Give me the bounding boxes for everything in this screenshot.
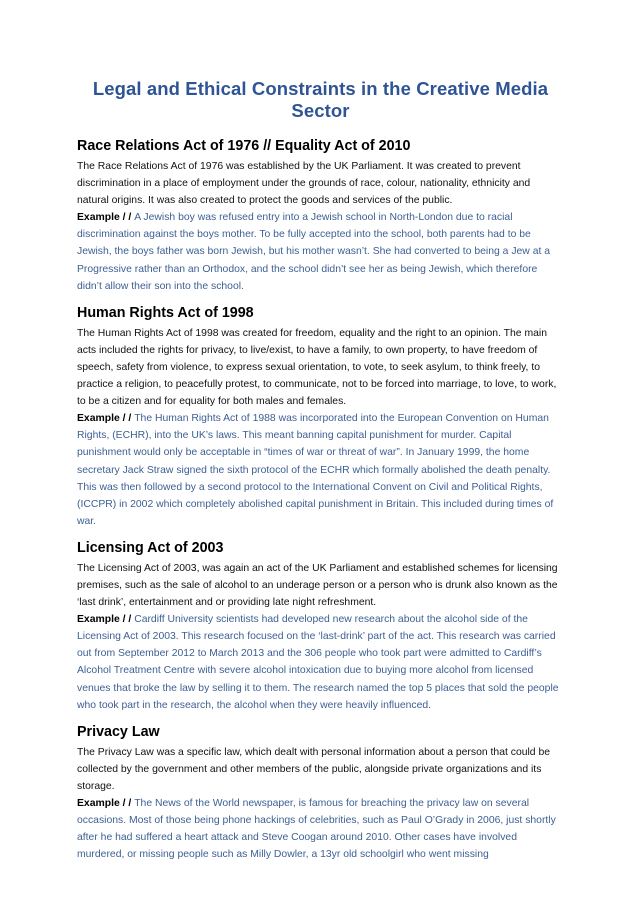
example-text: The Human Rights Act of 1988 was incorporated into the European Convention on Human Rights, (ECHR), into the UK’s laws. This meant banning capital punishment for murder. Capital punishment would only be acceptable in “times of war or threat of war”. In January 1999, the home secretary Jack Straw signed the sixth protocol of the ECHR which formally abolished the death penalty. This was then followed by a second protocol to the International Convent on Civil and Political Rights, (ICCPR) in 2002 which completely abolished capital punishment in Britain. This included during times of war. bbox=[77, 413, 554, 527]
section-human-rights bbox=[77, 303, 564, 530]
example-text: A Jewish boy was refused entry into a Jewish school in North-London due to racial discrimination against the boys mother. To be fully accepted into the school, both parents had to be Jewish, the boys father was born Jewish, but his mother wasn’t. She had converted to being a Jew at a Progressive rather than an Orthodox, and the school didn’t see her as being Jewish, which therefore didn’t allow their son into the school. bbox=[77, 212, 551, 292]
document-title: Legal and Ethical Constraints in the Creative Media Sector bbox=[92, 78, 549, 121]
example-label: Example / / bbox=[77, 413, 135, 425]
example-paragraph bbox=[77, 795, 564, 863]
example-paragraph bbox=[77, 611, 564, 714]
section-heading: Race Relations Act of 1976 // Equality Act of 2010 bbox=[77, 138, 411, 154]
section-body: The Human Rights Act of 1998 was created for freedom, equality and the right to an opinion. The main acts included the rights for privacy, to live/exist, to have a family, to own property, to have freedom of speech, safety from violence, to express sexual orientation, to vote, to seek asylum, to think freely, to practice a religion, to peacefully protest, to communicate, not to be forced into marriage, to love, to work, to be a citizen and for equality for both males and females. bbox=[77, 327, 557, 408]
section-heading: Human Rights Act of 1998 bbox=[77, 304, 254, 321]
section-race-relations bbox=[77, 136, 564, 295]
section-heading: Licensing Act of 2003 bbox=[77, 539, 224, 556]
section-privacy bbox=[77, 722, 564, 864]
section-heading: Privacy Law bbox=[77, 723, 160, 740]
section-licensing bbox=[77, 538, 564, 714]
section-body: The Privacy Law was a specific law, which dealt with personal information about a person that could be collected by the government and other members of the public, alongside private organizations and its storage. bbox=[77, 746, 551, 792]
example-label: Example / / bbox=[77, 212, 135, 224]
example-paragraph bbox=[77, 410, 564, 530]
section-body: The Licensing Act of 2003, was again an act of the UK Parliament and established schemes for licensing premises, such as the sale of alcohol to an underage person or a person who is drunk also known as the ‘last drink’, entertainment and or providing late night refreshment. bbox=[77, 562, 558, 609]
example-label: Example / / bbox=[77, 614, 135, 626]
example-text: The News of the World newspaper, is famous for breaching the privacy law on several occasions. Most of those being phone hackings of celebrities, such as Paul O’Grady in 2006, just shortly after he had suffered a heart attack and Steve Coogan around 2010. Other cases have involved murdered, or missing people such as Milly Dowler, a 13yr old schoolgirl who went missing bbox=[77, 798, 556, 861]
section-body: The Race Relations Act of 1976 was established by the UK Parliament. It was created to prevent discrimination in a place of employment under the grounds of race, colour, nationality, ethnicity and natural origins. It was also created to protect the goods and services of the public. bbox=[77, 161, 531, 207]
example-text: Cardiff University scientists had developed new research about the alcohol side of the Licensing Act of 2003. This research focused on the ‘last-drink’ part of the act. This research was carried out from September 2012 to March 2013 and the 306 people who took part were admitted to Cardiff’s Alcohol Treatment Centre with severe alcohol intoxication due to buying more alcohol from licensed venues that broke the law by selling it to them. The research named the top 5 places that sold the people who took part in the research, the alcohol when they were heavily influenced. bbox=[77, 614, 559, 711]
example-paragraph bbox=[77, 209, 564, 294]
example-label: Example / / bbox=[77, 798, 135, 809]
